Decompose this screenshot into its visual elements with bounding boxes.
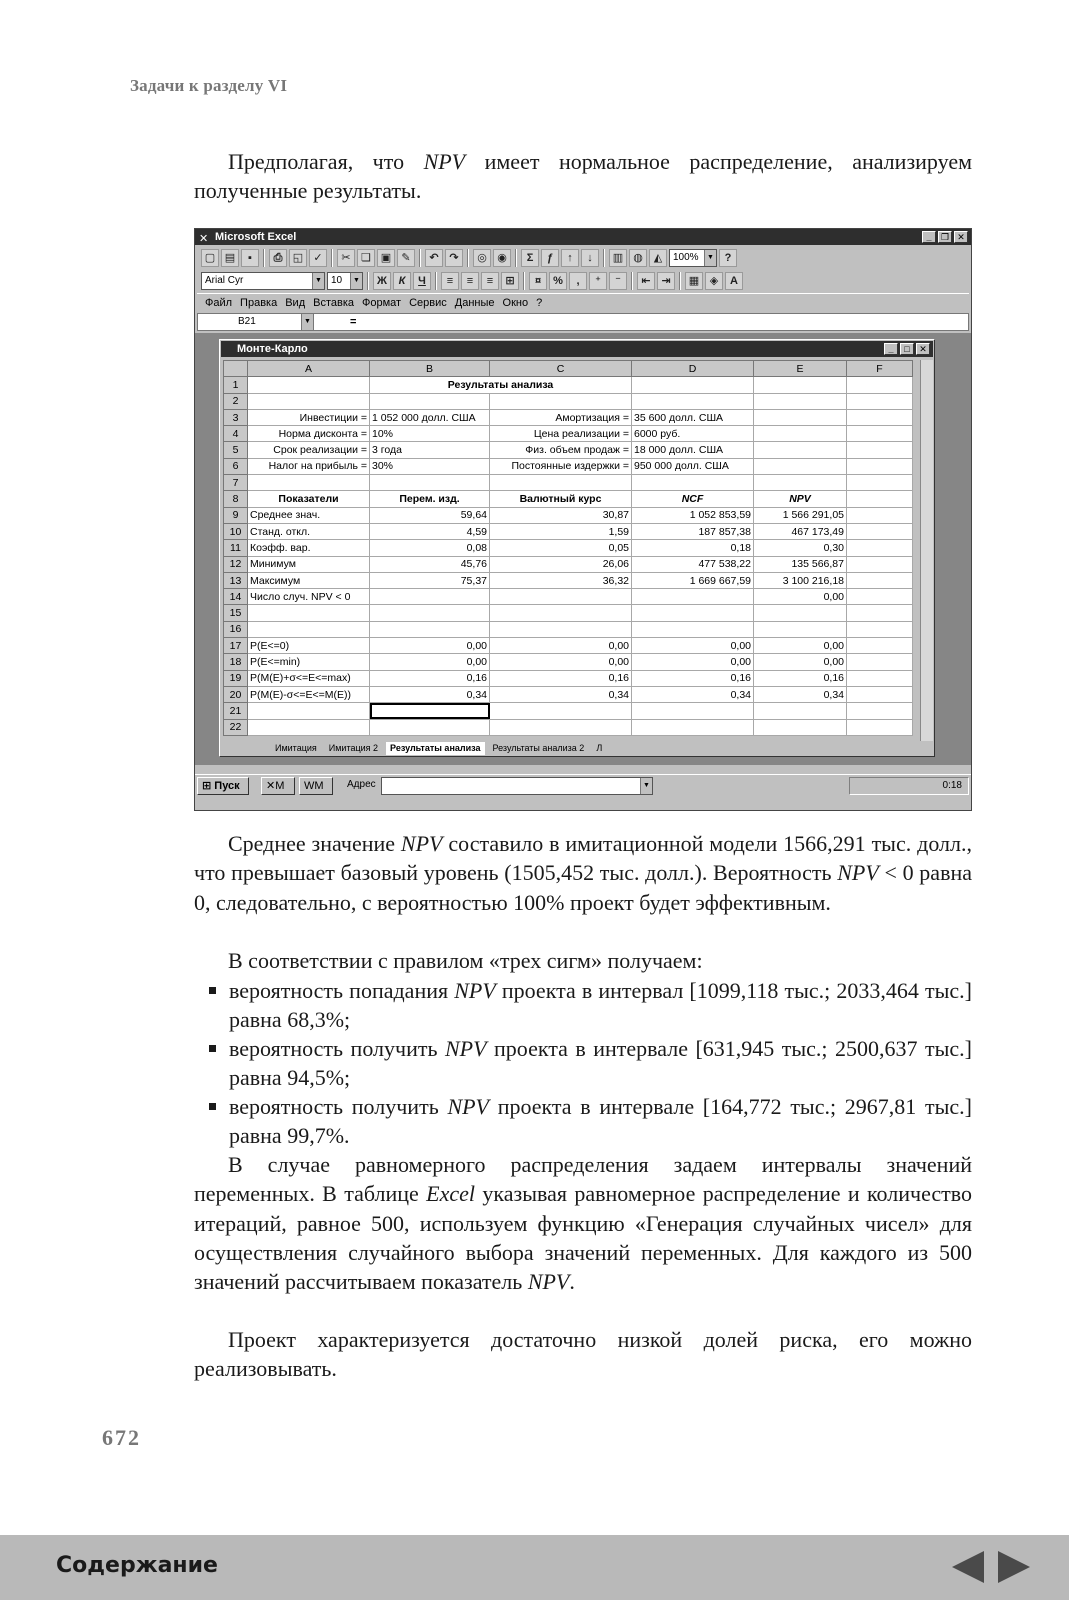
cell[interactable]: 0,16 <box>490 670 632 686</box>
cell[interactable]: 0,34 <box>490 686 632 702</box>
cell[interactable]: Число случ. NPV < 0 <box>248 589 370 605</box>
cell[interactable]: Валютный курс <box>490 491 632 507</box>
row-header[interactable]: 6 <box>224 458 248 474</box>
cell[interactable] <box>632 393 754 409</box>
cell[interactable] <box>490 605 632 621</box>
row-header[interactable]: 13 <box>224 572 248 588</box>
cell[interactable] <box>847 638 913 654</box>
cell[interactable] <box>847 556 913 572</box>
formatting-toolbar <box>197 269 969 293</box>
cell[interactable] <box>847 686 913 702</box>
cell[interactable] <box>248 475 370 491</box>
print-icon[interactable]: ⎙ <box>269 249 287 267</box>
windows-taskbar <box>195 774 971 796</box>
body-paragraph-4: Проект характеризуется достаточно низкой долей риска, его можно реализовывать. <box>194 1327 972 1382</box>
table-row <box>224 507 913 523</box>
cell[interactable] <box>847 523 913 539</box>
redo-icon[interactable]: ↷ <box>445 249 463 267</box>
table-row <box>224 686 913 702</box>
cell[interactable]: Среднее знач. <box>248 507 370 523</box>
contents-link[interactable]: Содержание <box>56 1553 218 1578</box>
cell[interactable] <box>754 475 847 491</box>
cell[interactable]: 0,34 <box>754 686 847 702</box>
drawing-icon[interactable]: ◭ <box>649 249 667 267</box>
cell[interactable] <box>847 409 913 425</box>
cell[interactable]: Срок реализации = <box>248 442 370 458</box>
cell[interactable]: 135 566,87 <box>754 556 847 572</box>
cell[interactable]: 0,34 <box>632 686 754 702</box>
decrease-decimal-icon[interactable]: ⁻ <box>609 272 627 290</box>
row-header[interactable]: 15 <box>224 605 248 621</box>
percent-icon[interactable]: % <box>549 272 567 290</box>
cell[interactable] <box>248 393 370 409</box>
save-icon[interactable]: ▪ <box>241 249 259 267</box>
column-header[interactable]: D <box>632 361 754 377</box>
hyperlink-icon[interactable]: ◎ <box>473 249 491 267</box>
cell[interactable]: Постоянные издержки = <box>490 458 632 474</box>
formula-equals: = <box>350 316 357 328</box>
cell[interactable] <box>370 605 490 621</box>
row-header[interactable]: 10 <box>224 523 248 539</box>
cell[interactable]: 0,05 <box>490 540 632 556</box>
cell[interactable]: 187 857,38 <box>632 523 754 539</box>
tray-clock: 0:18 <box>849 777 969 795</box>
merge-center-icon[interactable]: ⊞ <box>501 272 519 290</box>
cell[interactable]: 0,00 <box>370 654 490 670</box>
cell[interactable] <box>632 475 754 491</box>
cell[interactable] <box>490 589 632 605</box>
table-row <box>224 719 913 735</box>
spelling-icon[interactable]: ✓ <box>309 249 327 267</box>
chevron-down-icon: ▼ <box>640 778 652 794</box>
table-row <box>224 475 913 491</box>
cell[interactable]: NCF <box>632 491 754 507</box>
cell[interactable]: Налог на прибыль = <box>248 458 370 474</box>
cell[interactable] <box>370 621 490 637</box>
cell[interactable]: 10% <box>370 426 490 442</box>
font-size-select[interactable]: 10 ▼ <box>327 272 363 290</box>
table-row <box>224 409 913 425</box>
sort-ascending-icon[interactable]: ↑ <box>561 249 579 267</box>
open-icon[interactable]: ▤ <box>221 249 239 267</box>
cell[interactable]: Станд. откл. <box>248 523 370 539</box>
row-header[interactable]: 18 <box>224 654 248 670</box>
select-all-corner[interactable] <box>224 361 248 377</box>
cell[interactable] <box>754 458 847 474</box>
row-header[interactable]: 4 <box>224 426 248 442</box>
web-toolbar-icon[interactable]: ◉ <box>493 249 511 267</box>
function-icon[interactable]: ƒ <box>541 249 559 267</box>
workbook-window <box>219 339 935 757</box>
bullet-icon <box>209 1103 216 1110</box>
zoom-select[interactable]: 100% ▼ <box>669 249 717 267</box>
cell[interactable]: Показатели <box>248 491 370 507</box>
help-icon[interactable]: ? <box>719 249 737 267</box>
italic-icon[interactable]: К <box>393 272 411 290</box>
cell[interactable]: Результаты анализа <box>370 377 632 393</box>
cell[interactable]: 26,06 <box>490 556 632 572</box>
bullet-icon <box>209 987 216 994</box>
align-left-icon[interactable]: ≡ <box>441 272 459 290</box>
intro-paragraph: Предполагая, что NPV имеет нормальное распределение, анализируем полученные результаты. <box>194 149 973 204</box>
bullet-item: вероятность попадания NPV проекта в интервал [1099,118 тыс.; 2033,464 тыс.] равна 68,3%; <box>229 976 972 1035</box>
column-header[interactable]: A <box>248 361 370 377</box>
table-row <box>224 393 913 409</box>
cell[interactable]: 30% <box>370 458 490 474</box>
cell[interactable] <box>370 719 490 735</box>
table-row <box>224 572 913 588</box>
cell[interactable] <box>847 605 913 621</box>
undo-icon[interactable]: ↶ <box>425 249 443 267</box>
sheet-tab[interactable]: Л <box>596 743 603 753</box>
cell[interactable]: Цена реализации = <box>490 426 632 442</box>
excel-icon: ✕ <box>266 780 276 792</box>
cell[interactable] <box>248 621 370 637</box>
row-header[interactable]: 20 <box>224 686 248 702</box>
cell[interactable]: 1 669 667,59 <box>632 572 754 588</box>
sheet-tab[interactable]: Имитация 2 <box>328 743 379 753</box>
menu-help[interactable]: ? <box>536 296 543 309</box>
cell[interactable] <box>248 719 370 735</box>
spreadsheet-grid[interactable] <box>223 360 913 736</box>
cut-icon[interactable]: ✂ <box>337 249 355 267</box>
copy-icon[interactable]: ❏ <box>357 249 375 267</box>
cell[interactable] <box>370 393 490 409</box>
sheet-tabs <box>223 742 933 755</box>
cell[interactable]: 0,34 <box>370 686 490 702</box>
cell[interactable]: 18 000 долл. США <box>632 442 754 458</box>
align-right-icon[interactable]: ≡ <box>481 272 499 290</box>
cell[interactable] <box>847 621 913 637</box>
workbook-title: Монте-Карло <box>237 343 308 355</box>
column-header[interactable]: F <box>847 361 913 377</box>
cell[interactable]: 0,00 <box>370 638 490 654</box>
cell[interactable]: 0,00 <box>632 638 754 654</box>
menu-bar <box>197 293 969 311</box>
cell[interactable]: 1 052 000 долл. США <box>370 409 490 425</box>
cell[interactable] <box>754 442 847 458</box>
cell[interactable]: 0,00 <box>754 589 847 605</box>
cell[interactable]: NPV <box>754 491 847 507</box>
table-row <box>224 442 913 458</box>
cell[interactable] <box>847 507 913 523</box>
cell[interactable] <box>490 475 632 491</box>
cell[interactable]: Максимум <box>248 572 370 588</box>
currency-icon[interactable]: ¤ <box>529 272 547 290</box>
table-row <box>224 638 913 654</box>
cell[interactable] <box>370 475 490 491</box>
cell[interactable] <box>490 621 632 637</box>
cell[interactable]: Норма дисконта = <box>248 426 370 442</box>
minimize-button[interactable]: _ <box>922 231 936 243</box>
cell[interactable] <box>847 540 913 556</box>
cell[interactable] <box>847 572 913 588</box>
cell[interactable]: Коэфф. вар. <box>248 540 370 556</box>
column-header[interactable]: E <box>754 361 847 377</box>
cell[interactable]: Амортизация = <box>490 409 632 425</box>
chevron-down-icon: ▼ <box>350 273 362 289</box>
body-paragraph-3: В случае равномерного распределения задаем интервалы значений переменных. В таблице Excel указывая равномерное распределение и количество итераций, равное 500, используем функцию «Генерация случайных чисел» для осуществления случайного выбора значений переменных. Для каждого из 500 значений рассчитываем показатель NPV. <box>194 1152 973 1295</box>
fill-color-icon[interactable]: ◈ <box>705 272 723 290</box>
table-row <box>224 621 913 637</box>
cell[interactable] <box>847 442 913 458</box>
chevron-down-icon: ▼ <box>301 314 313 330</box>
cell[interactable]: 477 538,22 <box>632 556 754 572</box>
cell[interactable]: Минимум <box>248 556 370 572</box>
row-header[interactable]: 12 <box>224 556 248 572</box>
table-row <box>224 654 913 670</box>
font-name-select[interactable]: Arial Cyr ▼ <box>201 272 325 290</box>
cell[interactable] <box>632 605 754 621</box>
cell[interactable] <box>847 654 913 670</box>
cell[interactable]: 0,08 <box>370 540 490 556</box>
cell[interactable] <box>847 458 913 474</box>
cell[interactable] <box>490 719 632 735</box>
decrease-indent-icon[interactable]: ⇤ <box>637 272 655 290</box>
cell[interactable]: 0,00 <box>632 654 754 670</box>
table-row <box>224 377 913 393</box>
cell[interactable] <box>248 703 370 719</box>
table-row <box>224 556 913 572</box>
paste-icon[interactable]: ▣ <box>377 249 395 267</box>
cell[interactable] <box>847 475 913 491</box>
cell[interactable]: 467 173,49 <box>754 523 847 539</box>
cell[interactable] <box>490 393 632 409</box>
row-header[interactable]: 16 <box>224 621 248 637</box>
name-box[interactable]: B21 ▼ <box>198 314 314 330</box>
workbook-minimize-button[interactable]: _ <box>884 343 898 355</box>
address-label: Адрес <box>347 779 376 790</box>
cell[interactable] <box>632 703 754 719</box>
cell[interactable]: 35 600 долл. США <box>632 409 754 425</box>
cell[interactable] <box>847 589 913 605</box>
cell[interactable]: 30,87 <box>490 507 632 523</box>
workbook-close-button[interactable]: ✕ <box>916 343 930 355</box>
cell[interactable]: P(E<=0) <box>248 638 370 654</box>
align-center-icon[interactable]: ≡ <box>461 272 479 290</box>
row-header[interactable]: 8 <box>224 491 248 507</box>
excel-workspace <box>195 333 971 765</box>
menu-data[interactable]: Данные <box>454 296 495 309</box>
cell[interactable]: 36,32 <box>490 572 632 588</box>
previous-page-icon[interactable] <box>952 1551 984 1583</box>
bullet-item: вероятность получить NPV проекта в интервале [164,772 тыс.; 2967,81 тыс.] равна 99,7%. <box>229 1092 972 1151</box>
menu-view[interactable]: Вид <box>285 296 306 309</box>
cell[interactable]: 0,00 <box>754 654 847 670</box>
excel-screenshot <box>194 228 972 811</box>
cell[interactable]: P(M(E)-σ<=E<=M(E)) <box>248 686 370 702</box>
table-row <box>224 605 913 621</box>
cell[interactable]: 0,18 <box>632 540 754 556</box>
chevron-down-icon: ▼ <box>312 273 324 289</box>
standard-toolbar <box>197 246 969 270</box>
menu-insert[interactable]: Вставка <box>313 296 355 309</box>
row-header[interactable]: 11 <box>224 540 248 556</box>
chart-wizard-icon[interactable]: ▥ <box>609 249 627 267</box>
bullet-icon <box>209 1045 216 1052</box>
cell[interactable] <box>370 589 490 605</box>
table-row <box>224 540 913 556</box>
menu-file[interactable]: Файл <box>205 296 233 309</box>
excel-app-icon: ✕ <box>199 233 209 245</box>
menu-format[interactable]: Формат <box>362 296 402 309</box>
row-header[interactable]: 5 <box>224 442 248 458</box>
column-header[interactable]: B <box>370 361 490 377</box>
increase-decimal-icon[interactable]: ⁺ <box>589 272 607 290</box>
row-header[interactable]: 3 <box>224 409 248 425</box>
cell[interactable] <box>754 393 847 409</box>
body-paragraph-1: Среднее значение NPV составило в имитационной модели 1566,291 тыс. долл., что превышает базовый уровень (1505,452 тыс. долл.). Вероятность NPV < 0 равна 0, следовательно, с вероятностью 100% проект будет эффективным. <box>194 831 972 915</box>
row-header[interactable]: 1 <box>224 377 248 393</box>
column-header[interactable]: C <box>490 361 632 377</box>
cell[interactable] <box>847 719 913 735</box>
row-header[interactable]: 22 <box>224 719 248 735</box>
cell[interactable]: 75,37 <box>370 572 490 588</box>
cell[interactable]: P(M(E)+σ<=E<=max) <box>248 670 370 686</box>
table-row <box>224 426 913 442</box>
cell[interactable]: 0,16 <box>632 670 754 686</box>
cell[interactable] <box>847 393 913 409</box>
running-head: Задачи к разделу VI <box>130 76 288 95</box>
table-row <box>224 523 913 539</box>
taskbar-word-button[interactable]: WM <box>299 777 333 795</box>
cell[interactable]: 0,00 <box>490 654 632 670</box>
sheet-tab[interactable]: Результаты анализа 2 <box>492 743 585 753</box>
close-button[interactable]: ✕ <box>954 231 968 243</box>
table-row <box>224 670 913 686</box>
table-row <box>224 589 913 605</box>
cell[interactable] <box>847 491 913 507</box>
cell[interactable]: 950 000 долл. США <box>632 458 754 474</box>
cell[interactable] <box>847 426 913 442</box>
comma-style-icon[interactable]: , <box>569 272 587 290</box>
borders-icon[interactable]: ▦ <box>685 272 703 290</box>
cell[interactable] <box>248 377 370 393</box>
cell[interactable] <box>754 719 847 735</box>
excel-title-bar <box>195 229 971 245</box>
excel-app-title: Microsoft Excel <box>215 231 297 243</box>
table-row <box>224 703 913 719</box>
cell[interactable]: 1 566 291,05 <box>754 507 847 523</box>
row-header[interactable]: 19 <box>224 670 248 686</box>
cell[interactable]: 4,59 <box>370 523 490 539</box>
vertical-scrollbar[interactable] <box>920 360 933 741</box>
formula-bar <box>197 313 969 331</box>
navigation-footer <box>0 1535 1069 1600</box>
cell[interactable]: Инвестиции = <box>248 409 370 425</box>
cell[interactable]: 0,16 <box>370 670 490 686</box>
cell[interactable]: 0,00 <box>754 638 847 654</box>
menu-tools[interactable]: Сервис <box>409 296 447 309</box>
cell[interactable] <box>754 703 847 719</box>
cell[interactable]: 0,30 <box>754 540 847 556</box>
windows-logo-icon: ⊞ <box>202 780 212 792</box>
sheet-tab[interactable]: Результаты анализа <box>386 742 484 755</box>
sort-descending-icon[interactable]: ↓ <box>581 249 599 267</box>
cell[interactable] <box>847 670 913 686</box>
cell[interactable] <box>754 426 847 442</box>
row-header[interactable]: 17 <box>224 638 248 654</box>
cell[interactable] <box>632 719 754 735</box>
selected-cell[interactable] <box>370 703 490 719</box>
chevron-down-icon: ▼ <box>704 250 716 266</box>
page-number: 672 <box>102 1425 141 1450</box>
preview-icon[interactable]: ◱ <box>289 249 307 267</box>
cell[interactable]: Физ. объем продаж = <box>490 442 632 458</box>
next-page-icon[interactable] <box>998 1551 1030 1583</box>
cell[interactable] <box>632 589 754 605</box>
increase-indent-icon[interactable]: ⇥ <box>657 272 675 290</box>
cell[interactable]: 3 года <box>370 442 490 458</box>
cell[interactable] <box>754 409 847 425</box>
row-header[interactable]: 7 <box>224 475 248 491</box>
format-painter-icon[interactable]: ✎ <box>397 249 415 267</box>
cell[interactable]: Перем. изд. <box>370 491 490 507</box>
cell[interactable] <box>847 703 913 719</box>
autosum-icon[interactable]: Σ <box>521 249 539 267</box>
table-row <box>224 491 913 507</box>
font-color-icon[interactable]: A <box>725 272 743 290</box>
cell[interactable]: 1 052 853,59 <box>632 507 754 523</box>
cell[interactable] <box>754 621 847 637</box>
cell[interactable] <box>754 377 847 393</box>
cell[interactable]: 45,76 <box>370 556 490 572</box>
bullet-item: вероятность получить NPV проекта в интервале [631,945 тыс.; 2500,637 тыс.] равна 94,5%; <box>229 1034 972 1093</box>
body-paragraph-2: В соответствии с правилом «трех сигм» получаем: <box>228 948 703 973</box>
address-input[interactable] <box>381 777 653 795</box>
workbook-title-bar <box>221 341 933 357</box>
cell[interactable]: 0,00 <box>490 638 632 654</box>
cell[interactable] <box>754 605 847 621</box>
cell[interactable]: 59,64 <box>370 507 490 523</box>
cell[interactable]: 6000 руб. <box>632 426 754 442</box>
workbook-maximize-button[interactable]: □ <box>900 343 914 355</box>
cell[interactable]: 0,16 <box>754 670 847 686</box>
cell[interactable] <box>632 377 754 393</box>
cell[interactable] <box>632 621 754 637</box>
row-header[interactable]: 2 <box>224 393 248 409</box>
menu-edit[interactable]: Правка <box>240 296 278 309</box>
underline-icon[interactable]: Ч <box>413 272 431 290</box>
row-header[interactable]: 14 <box>224 589 248 605</box>
cell[interactable] <box>490 703 632 719</box>
bold-icon[interactable]: Ж <box>373 272 391 290</box>
cell[interactable]: 3 100 216,18 <box>754 572 847 588</box>
cell[interactable] <box>847 377 913 393</box>
cell[interactable]: P(E<=min) <box>248 654 370 670</box>
start-button[interactable]: ⊞ Пуск <box>197 777 249 795</box>
map-icon[interactable]: ◍ <box>629 249 647 267</box>
table-row <box>224 458 913 474</box>
cell[interactable]: 1,59 <box>490 523 632 539</box>
sheet-tab[interactable]: Имитация <box>275 743 317 753</box>
new-icon[interactable]: ▢ <box>201 249 219 267</box>
taskbar-excel-button[interactable]: ✕M <box>261 777 295 795</box>
word-icon: W <box>304 780 315 792</box>
menu-window[interactable]: Окно <box>502 296 529 309</box>
row-header[interactable]: 21 <box>224 703 248 719</box>
cell[interactable] <box>248 605 370 621</box>
row-header[interactable]: 9 <box>224 507 248 523</box>
restore-button[interactable]: ❐ <box>938 231 952 243</box>
